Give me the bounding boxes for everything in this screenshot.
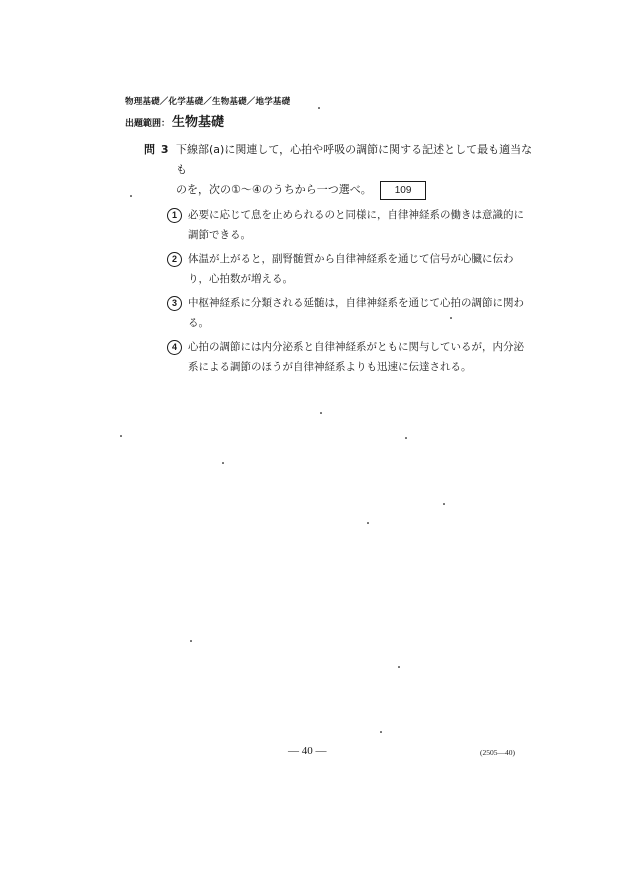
option-text [188, 337, 531, 377]
scope-label: 出題範囲： [125, 119, 171, 129]
option-4[interactable] [166, 337, 531, 377]
option-line: 心拍の調節には内分泌系と自律神経系がともに関与しているが，内分泌 [188, 341, 524, 353]
scan-speck [405, 437, 407, 439]
option-text [188, 293, 531, 333]
question-block [144, 140, 534, 200]
scan-speck [450, 317, 452, 319]
option-line: る。 [188, 317, 209, 329]
question-text-line2: のを，次の①～④のうちから一つ選べ。 [176, 183, 372, 196]
option-marker-icon: 2 [166, 249, 188, 269]
scan-speck [190, 640, 192, 642]
scan-speck [318, 107, 320, 109]
question-text-line1: 下線部(a)に関連して，心拍や呼吸の調節に関する記述として最も適当なも [176, 143, 533, 176]
scan-speck [320, 412, 322, 414]
page-number: ― 40 ― [288, 745, 327, 757]
document-code: (2505―40) [480, 748, 515, 757]
scope-subject: 生物基礎 [172, 115, 225, 130]
option-line: 系による調節のほうが自律神経系よりも迅速に伝達される。 [188, 361, 472, 373]
option-line: 必要に応じて息を止められるのと同様に，自律神経系の働きは意識的に [188, 209, 524, 221]
option-line: 中枢神経系に分類される延髄は，自律神経系を通じて心拍の調節に関わ [188, 297, 524, 309]
option-marker-icon: 4 [166, 337, 188, 357]
option-3[interactable] [166, 293, 531, 333]
option-line: 調節できる。 [188, 229, 251, 241]
options-list [166, 205, 531, 381]
question-head [144, 140, 534, 180]
option-1[interactable] [166, 205, 531, 245]
scan-speck [443, 503, 445, 505]
scan-speck [222, 462, 224, 464]
question-line2 [176, 180, 534, 200]
answer-box[interactable]: 109 [380, 181, 427, 200]
subjects-header: 物理基礎／化学基礎／生物基礎／地学基礎 [125, 97, 291, 107]
scan-speck [367, 522, 369, 524]
option-line: り，心拍数が増える。 [188, 273, 293, 285]
scan-speck [130, 195, 132, 197]
scan-speck [398, 666, 400, 668]
option-text [188, 205, 531, 245]
option-2[interactable] [166, 249, 531, 289]
scan-speck [380, 731, 382, 733]
question-number: 問 3 [144, 143, 170, 156]
option-line: 体温が上がると，副腎髄質から自律神経系を通じて信号が心臓に伝わ [188, 253, 514, 265]
scan-speck [120, 435, 122, 437]
scope-row [125, 111, 224, 130]
option-text [188, 249, 531, 289]
option-marker-icon: 1 [166, 205, 188, 225]
option-marker-icon: 3 [166, 293, 188, 313]
